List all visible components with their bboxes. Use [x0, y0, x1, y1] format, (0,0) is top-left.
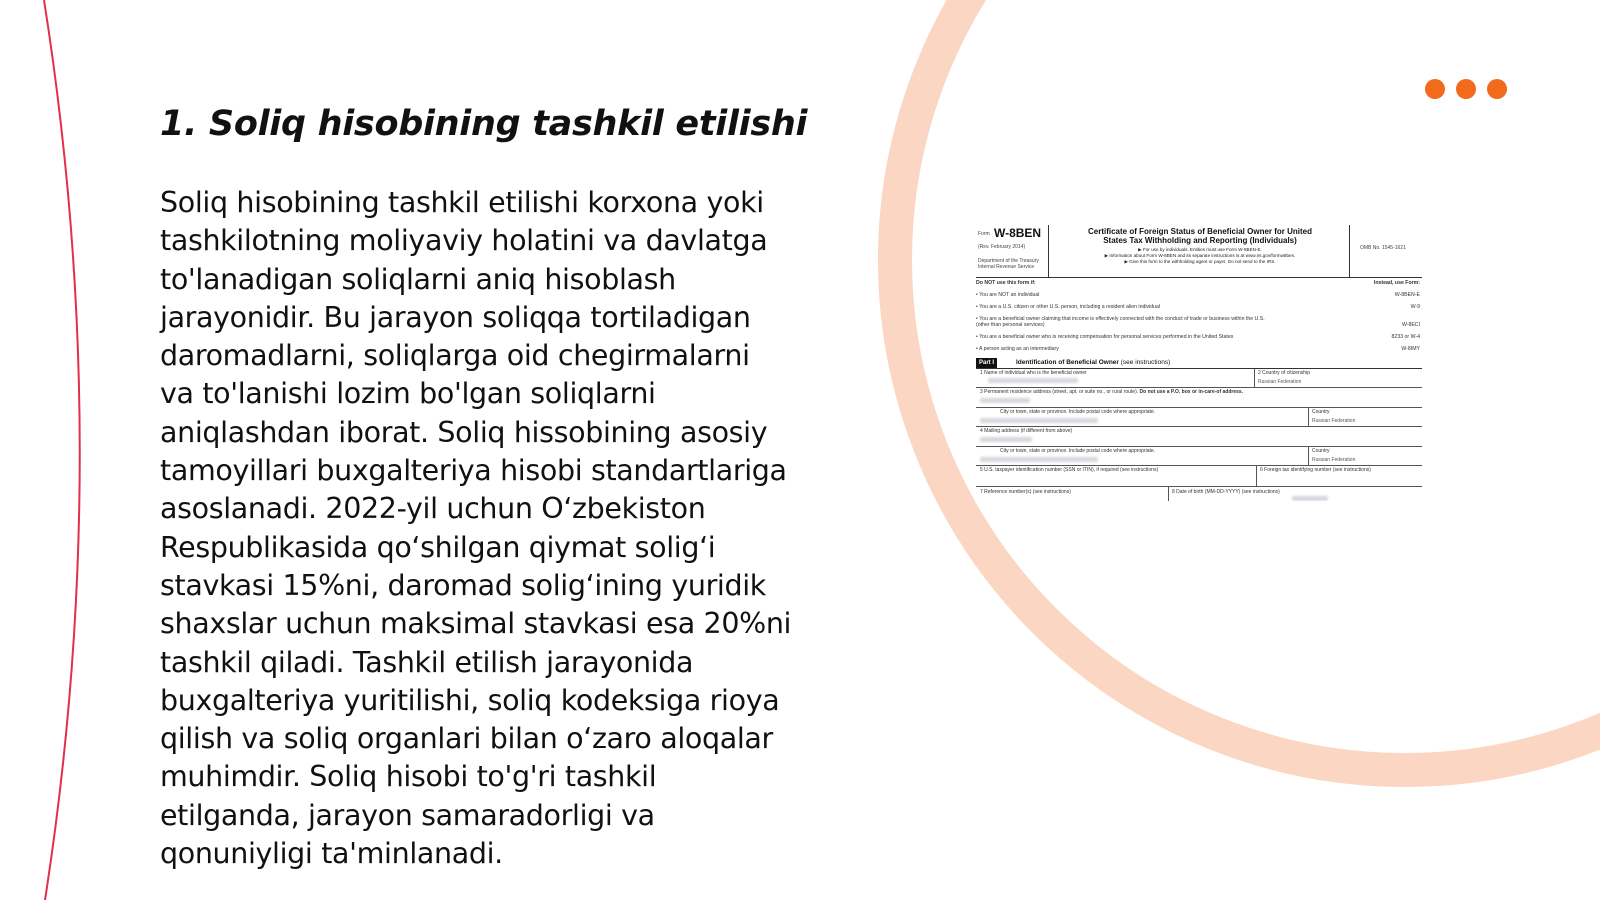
- form-field-3-country-value: Russian Federation: [1312, 418, 1356, 424]
- form-field-7-label: 7 Reference number(s) (see instructions): [980, 489, 1071, 495]
- form-row-left: • You are NOT an individual: [976, 292, 1040, 298]
- dot: [1456, 79, 1476, 99]
- form-title: [1052, 227, 1348, 245]
- form-dept-line: Department of the Treasury: [978, 258, 1039, 264]
- body-line: buxgalteriya yuritilishi, soliq kodeksiga rioya: [160, 683, 780, 717]
- body-line: tashkil qiladi. Tashkil etilish jarayonida: [160, 645, 694, 679]
- form-field-8-label: 8 Date of birth (MM-DD-YYYY) (see instructions): [1172, 489, 1280, 495]
- body-line: jarayonidir. Bu jarayon soliqqa tortiladigan: [160, 300, 751, 334]
- form-title-line: Certificate of Foreign Status of Beneficial Owner for United: [1087, 227, 1313, 236]
- body-line: Respublikasida qo‘shilgan qiymat solig‘i: [160, 530, 716, 564]
- form-omb: OMB No. 1545-1621: [1360, 245, 1406, 251]
- body-line: Soliq hisobining tashkil etilishi korxona yoki: [160, 186, 764, 219]
- form-dept-line: Internal Revenue Service: [978, 264, 1035, 270]
- form-rev-date: (Rev. February 2014): [978, 244, 1026, 250]
- form-title-line: States Tax Withholding and Reporting (Individuals): [1103, 236, 1297, 245]
- body-line: stavkasi 15%ni, daromad solig‘ining yuridik: [160, 568, 766, 602]
- form-divider: [976, 486, 1422, 487]
- form-subline: ▶ Give this form to the withholding agent or payer. Do not send to the IRS.: [1124, 259, 1276, 264]
- form-divider: [1308, 408, 1309, 426]
- form-row-right: W-9: [1410, 304, 1420, 310]
- w8ben-form-image: [976, 225, 1422, 501]
- form-row-left: • You are a U.S. citizen or other U.S. person, including a resident alien individual: [976, 304, 1161, 310]
- form-row: [976, 292, 1422, 298]
- body-line: shaxslar uchun maksimal stavkasi esa 20%ni: [160, 607, 792, 641]
- form-row-right: W-8ECI: [1401, 322, 1420, 328]
- body-line: tashkilotning moliyaviy holatini va davlatga: [160, 224, 768, 258]
- form-field-2-label: 2 Country of citizenship: [1258, 370, 1310, 376]
- form-field-5-label: 5 U.S. taxpayer identification number (SSN or ITIN), if required (see instructions): [980, 467, 1159, 473]
- form-field-1-label: 1 Name of individual who is the beneficial owner: [980, 370, 1087, 376]
- dot: [1487, 79, 1507, 99]
- form-row: [976, 304, 1422, 310]
- three-dots-icon: [1425, 79, 1507, 99]
- redacted-field: [980, 457, 1098, 462]
- form-divider: [976, 465, 1422, 466]
- form-field-4-city-label: City or town, state or province. Include postal code where appropriate.: [1000, 448, 1156, 454]
- form-row-right: W-8BEN-E: [1394, 292, 1420, 298]
- form-field-3-city-label: City or town, state or province. Include postal code where appropriate.: [1000, 409, 1156, 415]
- form-divider: [976, 426, 1422, 427]
- form-header: [976, 225, 1422, 278]
- form-divider: [1168, 487, 1169, 501]
- body-line: asoslanadi. 2022-yil uchun O‘zbekiston: [160, 492, 706, 526]
- form-do-not-use: Do NOT use this form if:: [976, 280, 1036, 286]
- form-row: [976, 322, 1422, 328]
- form-part-bar: [976, 358, 1422, 369]
- form-part-title: [1016, 358, 1170, 368]
- redacted-field: [980, 398, 1030, 403]
- form-field-4-country-label: Country: [1312, 448, 1330, 454]
- form-instead-use: Instead, use Form:: [1373, 280, 1420, 286]
- form-divider: [1308, 447, 1309, 465]
- body-line: qonuniyligi ta'minlanadi.: [160, 837, 503, 871]
- form-row-right: 8233 or W-4: [1391, 334, 1420, 340]
- slide-title: 1. Soliq hisobining tashkil etilishi: [160, 104, 808, 144]
- form-row-left: • A person acting as an intermediary: [976, 346, 1059, 352]
- left-arc-line: [44, 0, 80, 900]
- form-word: Form: [978, 231, 990, 237]
- form-header-left: [976, 225, 1049, 277]
- slide-body-text: [160, 184, 860, 873]
- form-divider: [1254, 369, 1255, 387]
- form-field-4-country-value: Russian Federation: [1312, 457, 1356, 463]
- form-divider: [976, 407, 1422, 408]
- body-line: tamoyillari buxgalteriya hisobi standartlariga: [160, 454, 787, 488]
- redacted-field: [980, 437, 1032, 442]
- body-line: aniqlashdan iborat. Soliq hissobining asosiy: [160, 415, 768, 449]
- form-row: [976, 334, 1422, 340]
- form-field-3-bold: Do not use a P.O. box or in-care-of address.: [1139, 389, 1244, 395]
- form-field-6-label: 6 Foreign tax identifying number (see instructions): [1260, 467, 1371, 473]
- form-field-3-text: 3 Permanent residence address (street, apt. or suite no., or rural route).: [980, 389, 1139, 395]
- form-row-left: (other than personal services): [976, 322, 1045, 328]
- form-field-2-value: Russian Federation: [1258, 379, 1302, 385]
- body-line: muhimdir. Soliq hisobi to'g'ri tashkil: [160, 760, 657, 794]
- dot: [1425, 79, 1445, 99]
- form-number: W-8BEN: [994, 226, 1042, 240]
- form-divider: [976, 387, 1422, 388]
- body-line: daromadlarni, soliqlarga oid chegirmalarni: [160, 339, 750, 373]
- form-field-4-label: 4 Mailing address (if different from above): [980, 428, 1073, 434]
- redacted-field: [980, 418, 1098, 423]
- form-row-right: W-8IMY: [1401, 346, 1420, 352]
- form-field-3-label: [980, 389, 1243, 395]
- form-part-title-suffix: (see instructions): [1120, 359, 1171, 366]
- form-row-left: • You are a beneficial owner claiming that income is effectively connected with the conduct of trade or business within the U.S.: [976, 316, 1265, 322]
- form-row-left: • You are a beneficial owner who is receiving compensation for personal services performed in the United States: [976, 334, 1234, 340]
- redacted-field: [988, 378, 1078, 383]
- form-subline: ▶ Information about Form W-8BEN and its separate instructions is at www.irs.gov/formw8ben.: [1104, 253, 1296, 258]
- body-line: etilganda, jarayon samaradorligi va: [160, 798, 655, 832]
- form-subline: ▶ For use by individuals. Entities must use Form W-8BEN-E.: [1138, 247, 1262, 252]
- form-part-title-text: Identification of Beneficial Owner: [1016, 359, 1119, 366]
- form-part-tag: Part I: [976, 358, 997, 368]
- form-header-right: [1349, 225, 1422, 277]
- form-divider: [1256, 466, 1257, 486]
- form-row: [976, 346, 1422, 352]
- body-line: to'lanadigan soliqlarni aniq hisoblash: [160, 262, 676, 296]
- form-field-3-country-label: Country: [1312, 409, 1330, 415]
- body-line: qilish va soliq organlari bilan o‘zaro aloqalar: [160, 722, 773, 756]
- redacted-field: [1292, 496, 1328, 501]
- form-divider: [976, 446, 1422, 447]
- body-line: va to'lanishi lozim bo'lgan soliqlarni: [160, 377, 656, 411]
- form-row-header: [976, 280, 1422, 286]
